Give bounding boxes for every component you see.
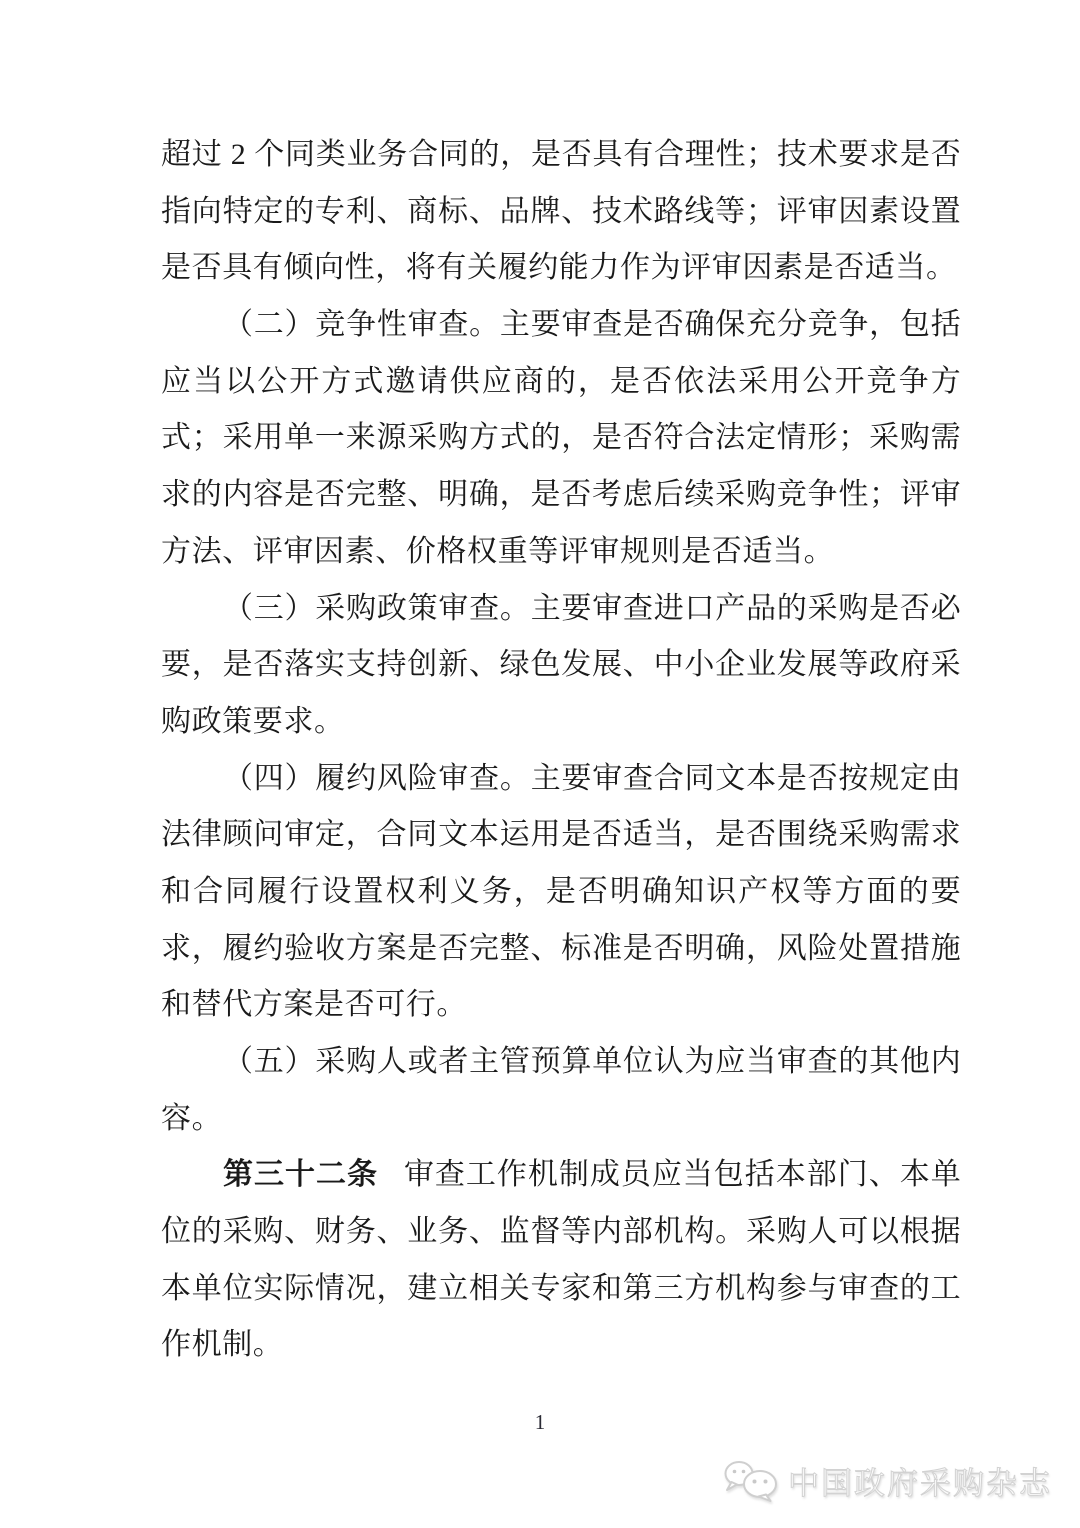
- document-line: 是否具有倾向性，将有关履约能力作为评审因素是否适当。: [161, 251, 957, 285]
- document-line: （四）履约风险审查。主要审查合同文本是否按规定由: [223, 761, 961, 795]
- document-line: 应当以公开方式邀请供应商的，是否依法采用公开竞争方: [161, 364, 961, 398]
- document-line: 求，履约验收方案是否完整、标准是否明确，风险处置措施: [161, 931, 961, 965]
- document-line: 求的内容是否完整、明确，是否考虑后续采购竞争性；评审: [161, 478, 961, 512]
- article-number: 第三十二条: [223, 1158, 378, 1192]
- page-number: 1: [534, 1410, 546, 1434]
- watermark: [722, 1458, 1052, 1503]
- document-body: [161, 127, 961, 1374]
- document-line: 本单位实际情况，建立相关专家和第三方机构参与审查的工: [161, 1271, 961, 1305]
- document-line: 要，是否落实支持创新、绿色发展、中小企业发展等政府采: [161, 648, 961, 682]
- document-line: 和替代方案是否可行。: [161, 988, 467, 1022]
- watermark-label: 中国政府采购杂志: [788, 1466, 1052, 1501]
- document-line: [161, 1147, 961, 1204]
- document-line: 作机制。: [161, 1328, 284, 1362]
- document-line: 购政策要求。: [161, 704, 345, 738]
- document-line: 和合同履行设置权利义务，是否明确知识产权等方面的要: [161, 874, 961, 908]
- document-line: 超过 2 个同类业务合同的，是否具有合理性；技术要求是否: [161, 138, 961, 171]
- article-text: 审查工作机制成员应当包括本部门、本单: [403, 1158, 962, 1192]
- document-line: 容。: [161, 1101, 223, 1135]
- document-line: 式；采用单一来源采购方式的，是否符合法定情形；采购需: [161, 421, 961, 455]
- document-line: （三）采购政策审查。主要审查进口产品的采购是否必: [223, 591, 961, 625]
- document-line: （二）竞争性审查。主要审查是否确保充分竞争，包括: [223, 308, 961, 342]
- document-line: 法律顾问审定，合同文本运用是否适当，是否围绕采购需求: [161, 818, 961, 852]
- document-line: （五）采购人或者主管预算单位认为应当审查的其他内: [223, 1045, 961, 1078]
- document-line: 位的采购、财务、业务、监督等内部机构。采购人可以根据: [161, 1215, 961, 1249]
- document-line: 方法、评审因素、价格权重等评审规则是否适当。: [161, 534, 835, 568]
- wechat-icon: [722, 1460, 780, 1502]
- document-line: 指向特定的专利、商标、品牌、技术路线等；评审因素设置: [161, 194, 961, 228]
